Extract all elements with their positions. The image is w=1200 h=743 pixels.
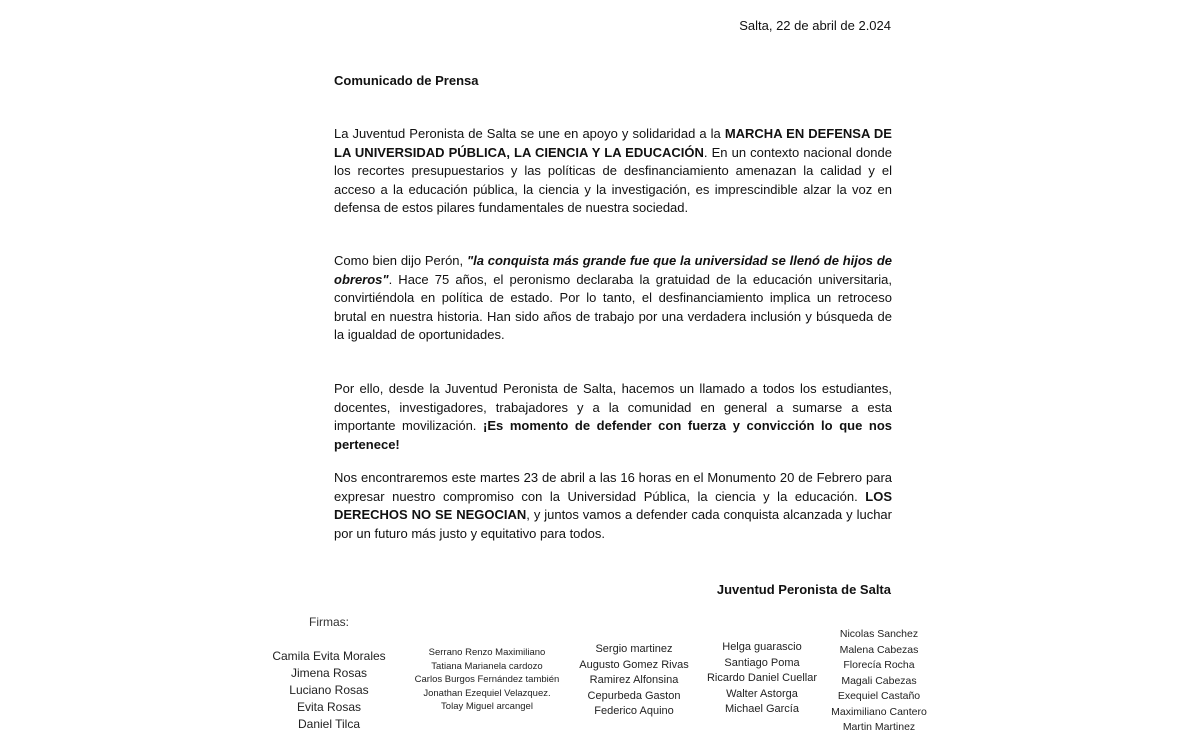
signatures-column-2	[402, 646, 572, 714]
signer-name: Helga guarascio	[722, 641, 802, 653]
signature-organization: Juventud Peronista de Salta	[716, 582, 891, 597]
signer-name: Michael García	[725, 703, 799, 715]
paragraph-3	[334, 380, 892, 454]
signer-name: Walter Astorga	[726, 687, 798, 700]
signer-name: Magali Cabezas	[841, 674, 917, 687]
signatures-column-1	[264, 648, 394, 733]
signer-name: Martin Martinez	[842, 721, 916, 733]
signer-name: Tatiana Marianela cardozo	[431, 660, 543, 672]
peron-quote: "la conquista más grande fue que la universidad se llenó de hijos de obreros"	[334, 253, 892, 287]
signer-name: Exequiel Castaño	[837, 690, 921, 702]
paragraph-2-text-a: Como bien dijo Perón,	[334, 253, 467, 268]
signer-name: Luciano Rosas	[289, 683, 369, 697]
paragraph-2-text-c: . Hace 75 años, el peronismo declaraba la gratuidad de la educación universitaria, convirtiéndola en política de estado. Por lo tanto, el desfinanciamiento implica un retroceso brutal en nuestra historia. Han sido años de trabajo por una verdadera inclusión y búsqueda de la igualdad de oportunidades.	[334, 271, 892, 342]
signatures-column-3	[574, 642, 694, 720]
signer-name: Ramirez Alfonsina	[589, 674, 679, 686]
signer-name: Augusto Gomez Rivas	[579, 658, 689, 671]
signer-name: Nicolas Sanchez	[839, 628, 919, 640]
paragraph-4-text-c: , y juntos vamos a defender cada conquista alcanzada y luchar por un futuro más justo y equitativo para todos.	[334, 507, 892, 541]
paragraph-1-bold: MARCHA EN DEFENSA DE LA UNIVERSIDAD PÚBLICA, LA CIENCIA Y LA EDUCACIÓN	[334, 126, 892, 160]
document-title: Comunicado de Prensa	[334, 73, 479, 88]
signer-name: Sergio martinez	[595, 643, 673, 655]
signer-name: Federico Aquino	[594, 705, 674, 717]
paragraph-3-bold: ¡Es momento de defender con fuerza y convicción lo que nos pertenece!	[334, 418, 893, 452]
signer-name: Jimena Rosas	[290, 666, 368, 680]
signer-name: Tolay Miguel arcangel	[441, 701, 533, 712]
paragraph-4-text-a: Nos encontraremos este martes 23 de abril a las 16 horas en el Monumento 20 de Febrero para expresar nuestro compromiso con la Universidad Pública, la ciencia y la educación.	[334, 470, 892, 504]
signer-name: Malena Cabezas	[839, 643, 919, 656]
signer-name: Cepurbeda Gaston	[587, 689, 681, 702]
paragraph-3-text-a: Por ello, desde la Juventud Peronista de Salta, hacemos un llamado a todos los estudiantes, docentes, investigadores, trabajadores y a la comunidad en general a sumarse a esta importante movilización.	[334, 381, 892, 433]
signer-name: Serrano Renzo Maximiliano	[428, 647, 546, 658]
paragraph-1-text-a: La Juventud Peronista de Salta se une en apoyo y solidaridad a la	[334, 126, 725, 141]
signer-name: Evita Rosas	[296, 700, 362, 714]
paragraph-2	[334, 252, 892, 345]
signatures-column-4	[700, 640, 824, 718]
signatures-column-5	[823, 627, 935, 736]
paragraph-1	[334, 125, 892, 218]
paragraph-4	[334, 469, 892, 543]
paragraph-4-bold: LOS DERECHOS NO SE NEGOCIAN	[334, 488, 892, 522]
signer-name: Camila Evita Morales	[272, 649, 386, 663]
document-date: Salta, 22 de abril de 2.024	[739, 18, 891, 33]
signer-name: Florecía Rocha	[843, 659, 915, 671]
firmas-label: Firmas:	[309, 615, 349, 629]
paragraph-1-text-c: . En un contexto nacional donde los recortes presupuestarios y las políticas de desfinanciamiento amenazan la calidad y el acceso a la educación pública, la ciencia y la investigación, es imprescindible alzar la voz en defensa de estos pilares fundamentales de nuestra sociedad.	[334, 144, 892, 215]
signer-name: Daniel Tilca	[297, 717, 361, 731]
signer-name: Carlos Burgos Fernández también	[414, 674, 560, 685]
signer-name: Santiago Poma	[724, 656, 800, 669]
signer-name: Jonathan Ezequiel Velazquez.	[423, 687, 551, 699]
signer-name: Maximiliano Cantero	[831, 705, 927, 718]
signer-name: Ricardo Daniel Cuellar	[706, 672, 818, 684]
